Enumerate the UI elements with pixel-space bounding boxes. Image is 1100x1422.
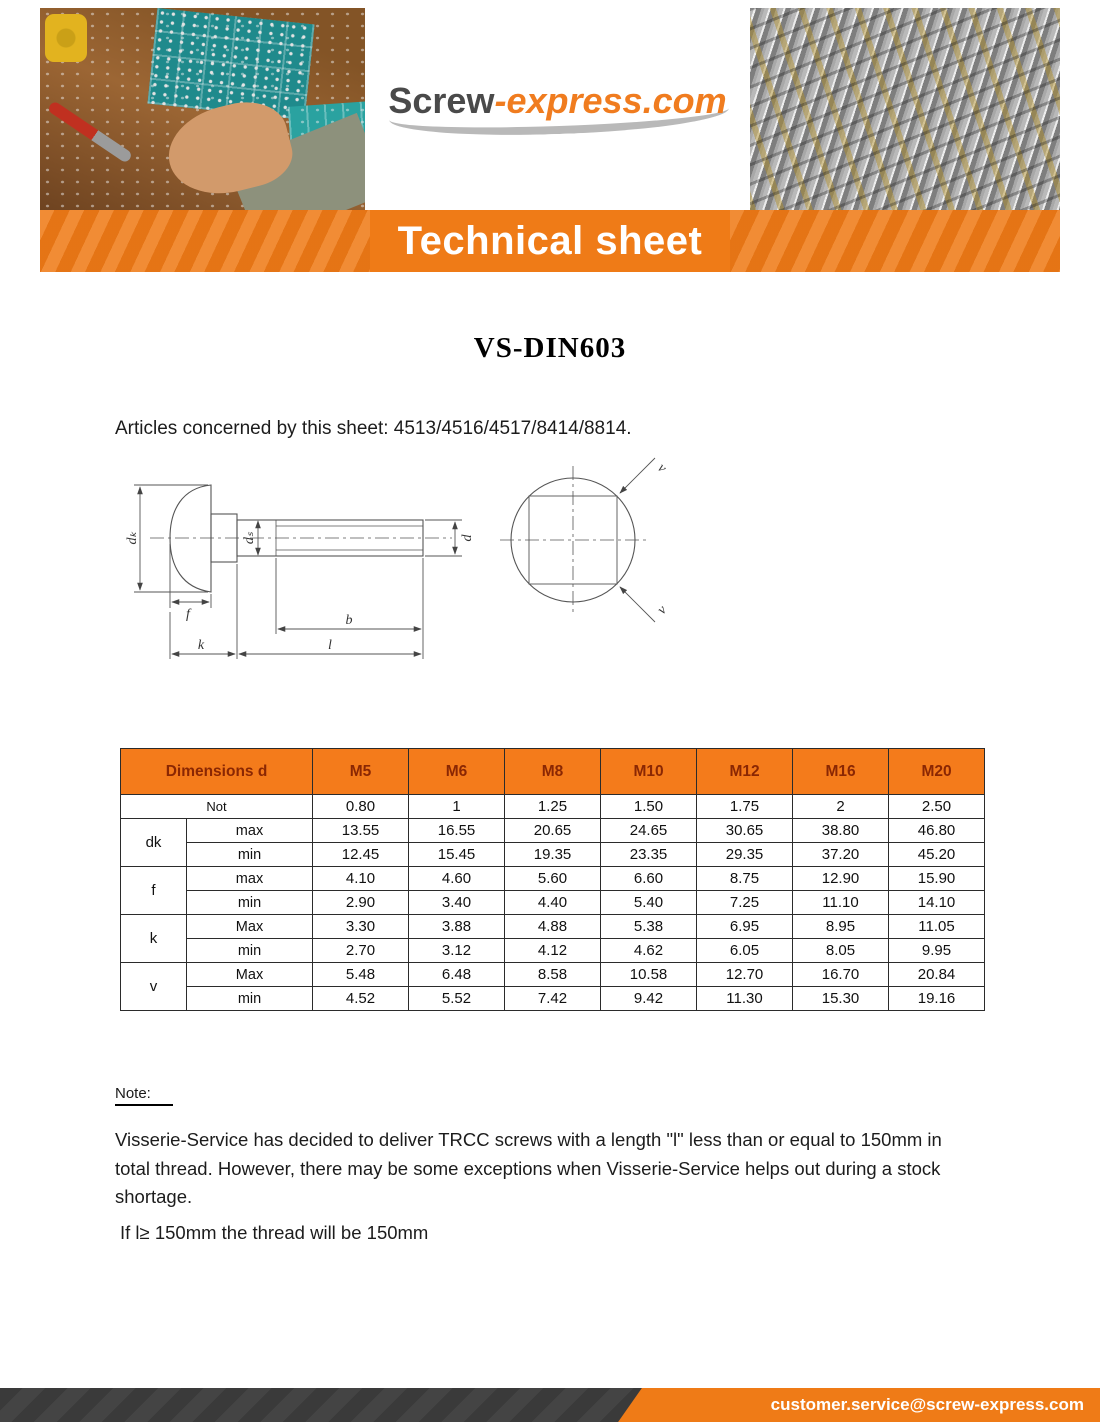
dimension-label: dk bbox=[121, 819, 187, 867]
value-cell: 6.60 bbox=[601, 867, 697, 891]
table-row-dk-max bbox=[121, 819, 985, 843]
value-cell: 6.48 bbox=[409, 963, 505, 987]
value-cell: 19.16 bbox=[889, 987, 985, 1011]
value-cell: 5.60 bbox=[505, 867, 601, 891]
value-cell: 7.42 bbox=[505, 987, 601, 1011]
value-cell: 45.20 bbox=[889, 843, 985, 867]
value-cell: 2.70 bbox=[313, 939, 409, 963]
value-cell: 19.35 bbox=[505, 843, 601, 867]
limit-label: max bbox=[187, 867, 313, 891]
workbench-photo bbox=[40, 8, 365, 210]
technical-sheet-banner bbox=[40, 210, 1060, 272]
column-header-m5: M5 bbox=[313, 749, 409, 795]
value-cell: 4.88 bbox=[505, 915, 601, 939]
column-header-m6: M6 bbox=[409, 749, 505, 795]
f-label: f bbox=[186, 607, 190, 622]
value-cell: 2.90 bbox=[313, 891, 409, 915]
value-cell: 10.58 bbox=[601, 963, 697, 987]
value-cell: 15.90 bbox=[889, 867, 985, 891]
dimension-label: k bbox=[121, 915, 187, 963]
screw-pile-photo bbox=[750, 8, 1060, 210]
value-cell: 20.65 bbox=[505, 819, 601, 843]
value-cell: 4.12 bbox=[505, 939, 601, 963]
value-cell: 11.10 bbox=[793, 891, 889, 915]
head-top-view bbox=[500, 458, 655, 622]
value-cell: 2 bbox=[793, 795, 889, 819]
b-label: b bbox=[345, 613, 353, 628]
limit-label: min bbox=[187, 843, 313, 867]
value-cell: 15.45 bbox=[409, 843, 505, 867]
column-header-dimensions: Dimensions d bbox=[121, 749, 313, 795]
value-cell: 4.40 bbox=[505, 891, 601, 915]
table-row-not bbox=[121, 795, 985, 819]
dimension-label: f bbox=[121, 867, 187, 915]
value-cell: 0.80 bbox=[313, 795, 409, 819]
technical-drawing bbox=[108, 452, 688, 702]
ds-label: dₛ bbox=[242, 531, 257, 545]
value-cell: 3.40 bbox=[409, 891, 505, 915]
value-cell: 6.05 bbox=[697, 939, 793, 963]
value-cell: 1 bbox=[409, 795, 505, 819]
value-cell: 15.30 bbox=[793, 987, 889, 1011]
table-row-v-min bbox=[121, 987, 985, 1011]
footer-bar bbox=[0, 1388, 1100, 1422]
value-cell: 5.40 bbox=[601, 891, 697, 915]
limit-label: min bbox=[187, 939, 313, 963]
value-cell: 11.30 bbox=[697, 987, 793, 1011]
value-cell: 29.35 bbox=[697, 843, 793, 867]
value-cell: 8.95 bbox=[793, 915, 889, 939]
column-header-m16: M16 bbox=[793, 749, 889, 795]
value-cell: 30.65 bbox=[697, 819, 793, 843]
value-cell: 13.55 bbox=[313, 819, 409, 843]
logo-area bbox=[365, 8, 750, 210]
banner-title: Technical sheet bbox=[397, 218, 703, 263]
k-label: k bbox=[197, 638, 205, 653]
table-row-dk-min bbox=[121, 843, 985, 867]
limit-label: Max bbox=[187, 915, 313, 939]
value-cell: 3.30 bbox=[313, 915, 409, 939]
bolt-side-view bbox=[150, 485, 452, 592]
table-row-f-min bbox=[121, 891, 985, 915]
value-cell: 1.75 bbox=[697, 795, 793, 819]
value-cell: 7.25 bbox=[697, 891, 793, 915]
value-cell: 8.75 bbox=[697, 867, 793, 891]
footer-email-link[interactable]: customer.service@screw-express.com bbox=[770, 1395, 1084, 1414]
value-cell: 3.88 bbox=[409, 915, 505, 939]
page-title: VS-DIN603 bbox=[473, 332, 627, 364]
value-cell: 4.10 bbox=[313, 867, 409, 891]
screw-shadows-photo-detail bbox=[750, 8, 1060, 210]
value-cell: 5.38 bbox=[601, 915, 697, 939]
dk-label: dₖ bbox=[125, 531, 140, 545]
value-cell: 24.65 bbox=[601, 819, 697, 843]
value-cell: 12.45 bbox=[313, 843, 409, 867]
table-row-f-max bbox=[121, 867, 985, 891]
value-cell: 4.52 bbox=[313, 987, 409, 1011]
thread-note: If l≥ 150mm the thread will be 150mm bbox=[120, 1222, 429, 1243]
value-cell: 9.42 bbox=[601, 987, 697, 1011]
logo bbox=[365, 80, 750, 122]
value-cell: 8.05 bbox=[793, 939, 889, 963]
v-bottom-label: v bbox=[654, 602, 670, 618]
value-cell: 4.60 bbox=[409, 867, 505, 891]
value-cell: 16.55 bbox=[409, 819, 505, 843]
value-cell: 14.10 bbox=[889, 891, 985, 915]
value-cell: 4.62 bbox=[601, 939, 697, 963]
value-cell: 1.25 bbox=[505, 795, 601, 819]
value-cell: 5.52 bbox=[409, 987, 505, 1011]
dimension-label: v bbox=[121, 963, 187, 1011]
limit-label: min bbox=[187, 987, 313, 1011]
value-cell: 46.80 bbox=[889, 819, 985, 843]
d-label: d bbox=[460, 534, 475, 542]
value-cell: 6.95 bbox=[697, 915, 793, 939]
value-cell: 12.90 bbox=[793, 867, 889, 891]
table-header-row bbox=[121, 749, 985, 795]
value-cell: 3.12 bbox=[409, 939, 505, 963]
column-header-m20: M20 bbox=[889, 749, 985, 795]
value-cell: 2.50 bbox=[889, 795, 985, 819]
dimension-lines bbox=[134, 485, 462, 659]
value-cell: 5.48 bbox=[313, 963, 409, 987]
note-label: Note: bbox=[115, 1085, 173, 1106]
value-cell: 23.35 bbox=[601, 843, 697, 867]
value-cell: 16.70 bbox=[793, 963, 889, 987]
dimensions-table bbox=[120, 748, 985, 1011]
column-header-m8: M8 bbox=[505, 749, 601, 795]
value-cell: 38.80 bbox=[793, 819, 889, 843]
carriage-bolt-drawing bbox=[108, 452, 688, 702]
value-cell: 20.84 bbox=[889, 963, 985, 987]
logo-suffix: -express.com bbox=[494, 80, 727, 121]
v-top-label: v bbox=[654, 460, 670, 476]
value-cell: 37.20 bbox=[793, 843, 889, 867]
table-row-v-max bbox=[121, 963, 985, 987]
column-header-m10: M10 bbox=[601, 749, 697, 795]
limit-label: max bbox=[187, 819, 313, 843]
value-cell: 11.05 bbox=[889, 915, 985, 939]
column-header-m12: M12 bbox=[697, 749, 793, 795]
limit-label: Max bbox=[187, 963, 313, 987]
limit-label: min bbox=[187, 891, 313, 915]
note-paragraph: Visserie-Service has decided to deliver TRCC screws with a length "l" less than or equal to 150mm in total thread. However, there may be some exceptions when Visserie-Service helps out during a stock shortage. bbox=[115, 1129, 942, 1208]
l-label: l bbox=[328, 638, 332, 653]
tape-measure-photo-detail bbox=[45, 14, 87, 62]
table-row-k-max bbox=[121, 915, 985, 939]
table-row-k-min bbox=[121, 939, 985, 963]
logo-prefix: Screw bbox=[388, 80, 495, 121]
value-cell: 1.50 bbox=[601, 795, 697, 819]
value-cell: 8.58 bbox=[505, 963, 601, 987]
articles-line: Articles concerned by this sheet: 4513/4516/4517/8414/8814. bbox=[115, 418, 632, 439]
dimension-label: Not bbox=[121, 795, 313, 819]
value-cell: 12.70 bbox=[697, 963, 793, 987]
value-cell: 9.95 bbox=[889, 939, 985, 963]
